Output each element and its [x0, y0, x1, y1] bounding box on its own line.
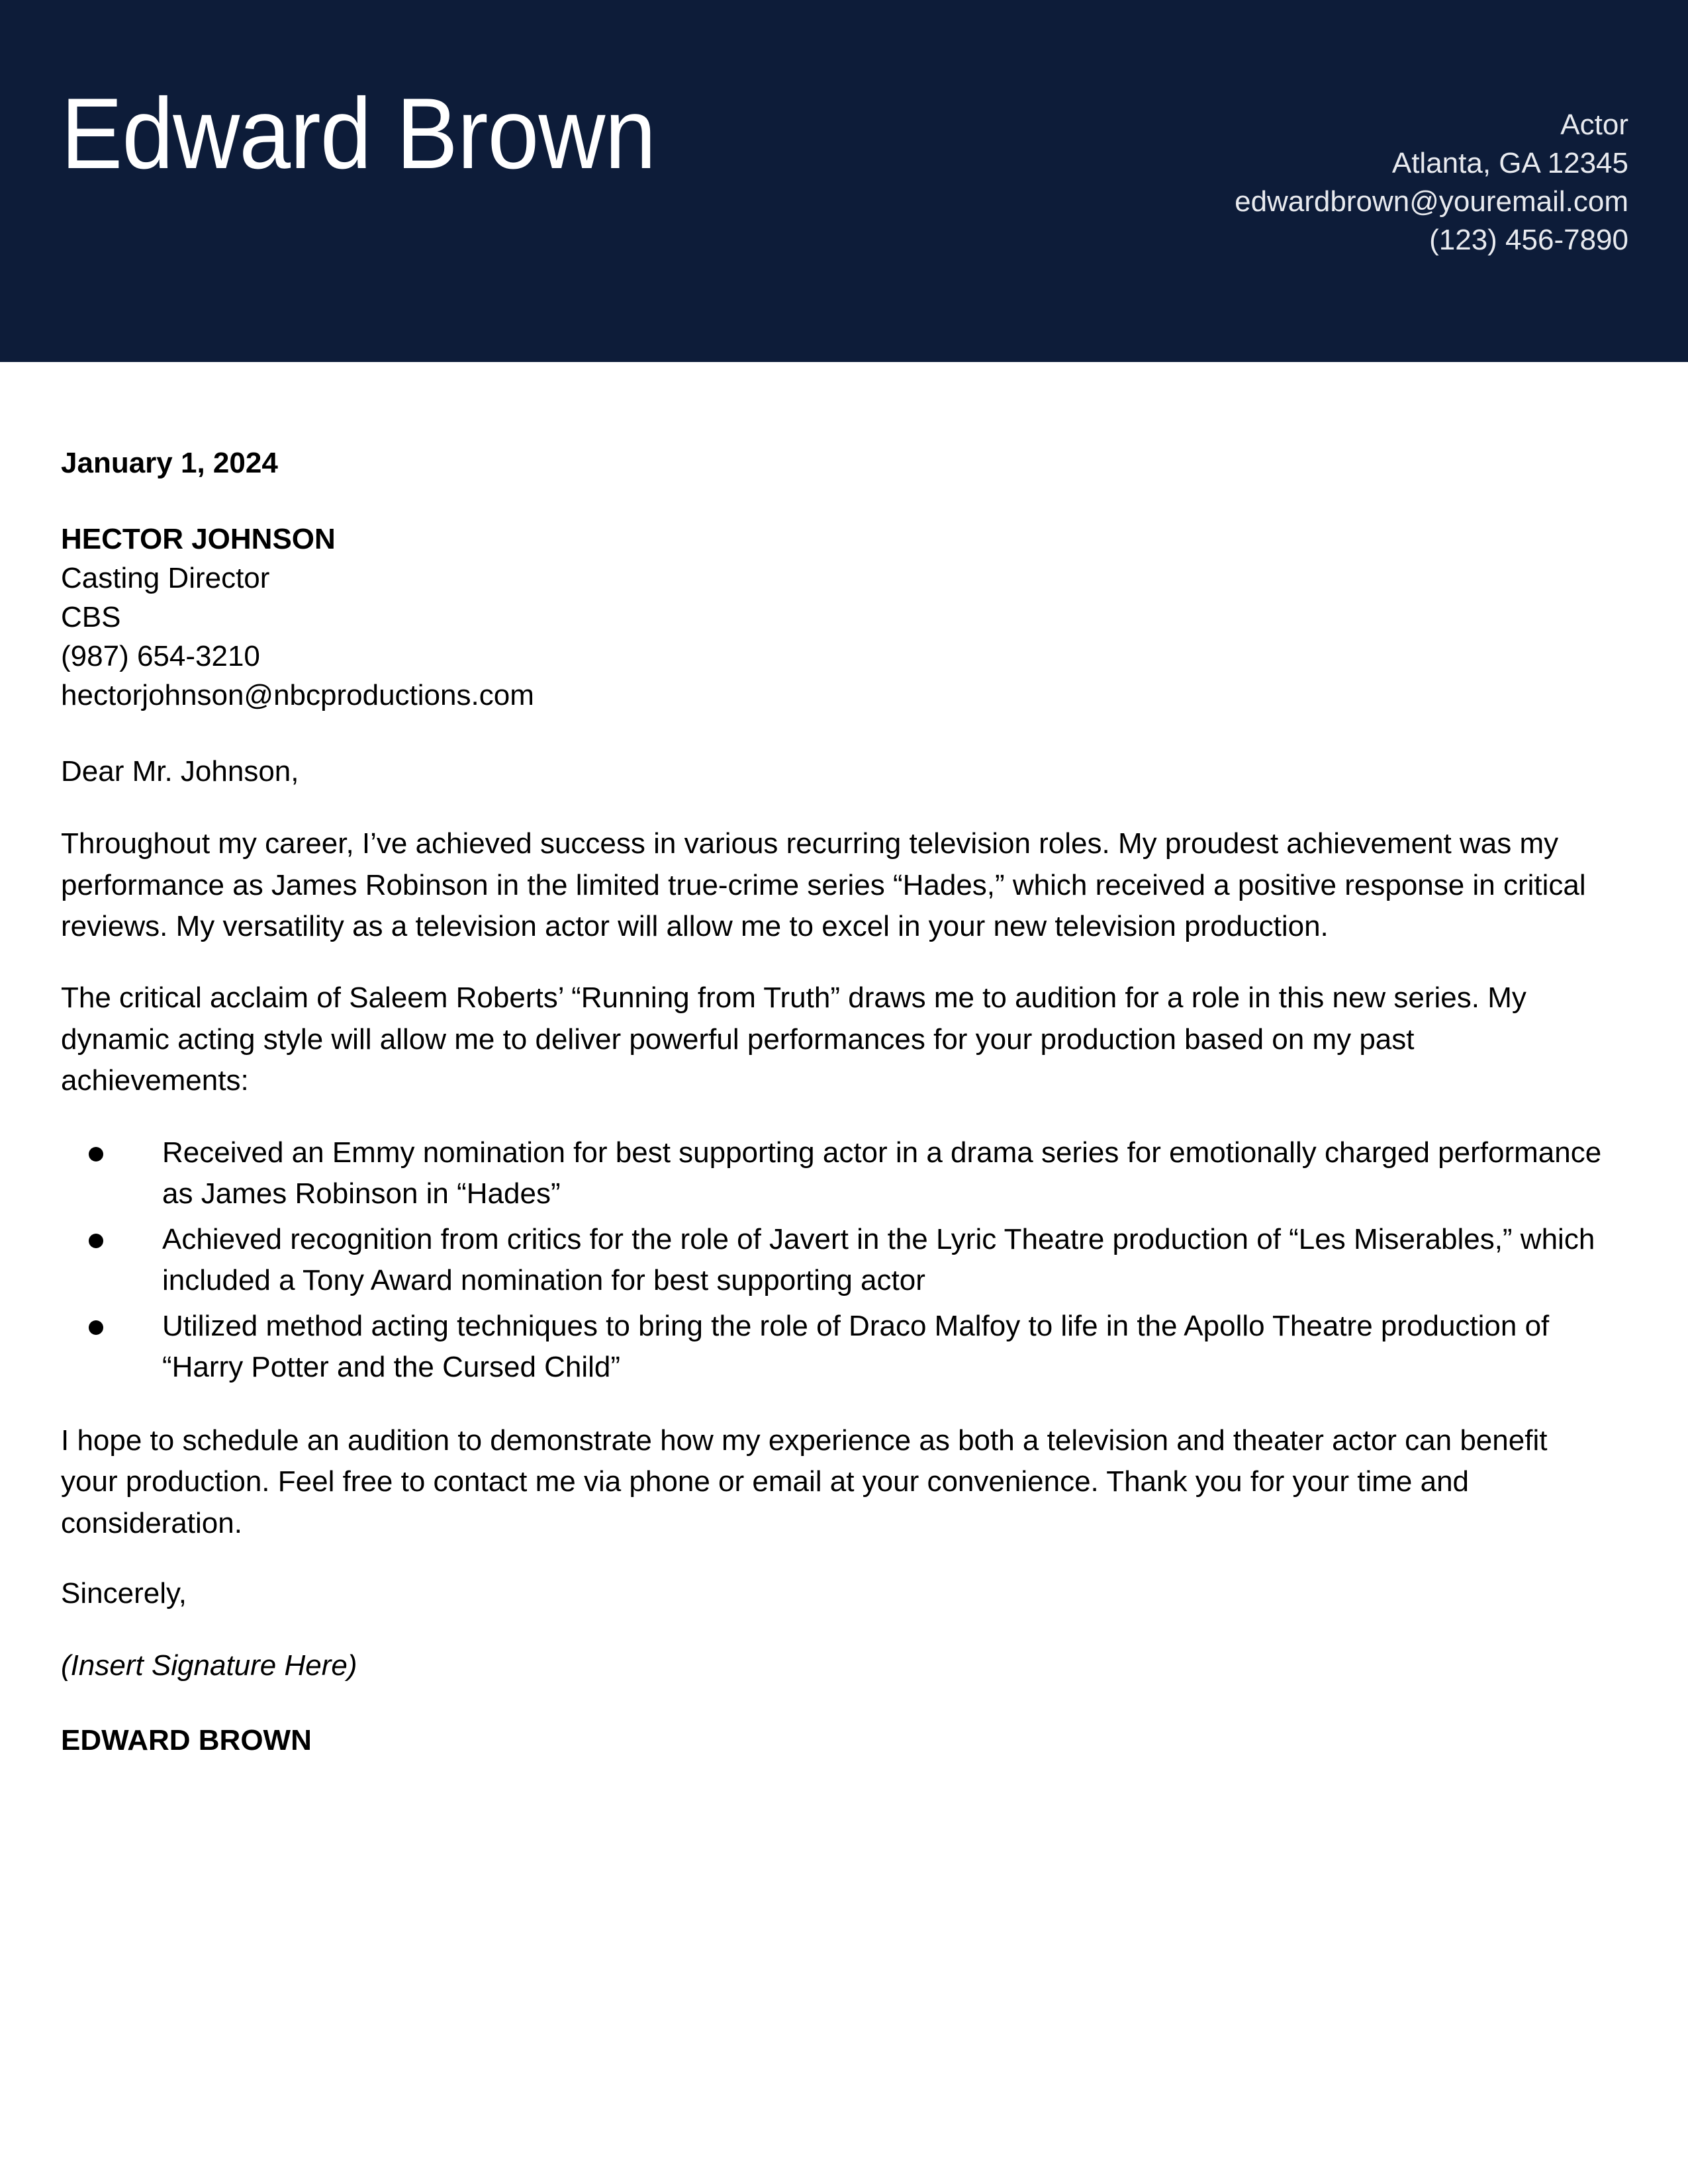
body-paragraph-2: The critical acclaim of Saleem Roberts’ “Running from Truth” draws me to audition for a role in this new series. My dynamic acting style will allow me to deliver powerful performances for your production based on my past achievements: [61, 981, 1526, 1097]
salutation: Dear Mr. Johnson, [61, 755, 299, 788]
recipient-phone: (987) 654-3210 [61, 640, 260, 673]
closing-salutation: Sincerely, [61, 1577, 187, 1610]
letterhead-banner [0, 0, 1688, 362]
applicant-name: Edward Brown [61, 77, 656, 190]
contact-email: edwardbrown@youremail.com [1235, 185, 1628, 218]
list-item [61, 1132, 1610, 1215]
signature-placeholder: (Insert Signature Here) [61, 1649, 357, 1682]
list-item-text: Received an Emmy nomination for best supporting actor in a drama series for emotionally charged performance as James Robinson in “Hades” [162, 1136, 1602, 1210]
contact-role: Actor [1560, 109, 1628, 141]
list-item-text: Utilized method acting techniques to bring the role of Draco Malfoy to life in the Apollo Theatre production of “Harry Potter and the Cursed Child” [162, 1309, 1550, 1384]
bullet-dot-icon [89, 1147, 103, 1161]
recipient-company: CBS [61, 601, 121, 634]
letterhead-content [61, 0, 1628, 362]
contact-phone: (123) 456-7890 [1429, 224, 1628, 257]
body-paragraph-3: I hope to schedule an audition to demonstrate how my experience as both a television and theater actor can benefit your production. Feel free to contact me via phone or email at your convenience. Thank you for your time and consideration. [61, 1424, 1548, 1539]
recipient-name: HECTOR JOHNSON [61, 523, 336, 556]
contact-info-block [1235, 106, 1628, 259]
bullet-dot-icon [89, 1234, 103, 1248]
recipient-email: hectorjohnson@nbcproductions.com [61, 679, 534, 712]
achievements-list [61, 1132, 1610, 1388]
letter-body [61, 445, 1610, 1760]
letter-date: January 1, 2024 [61, 447, 278, 479]
body-paragraph-1: Throughout my career, I’ve achieved success in various recurring television roles. My proudest achievement was my performance as James Robinson in the limited true-crime series “Hades,” which received a positive response in critical reviews. My versatility as a television actor will allow me to excel in your new television production. [61, 827, 1586, 942]
contact-location: Atlanta, GA 12345 [1391, 147, 1628, 180]
list-item [61, 1219, 1610, 1302]
signer-name: EDWARD BROWN [61, 1723, 312, 1756]
list-item-text: Achieved recognition from critics for the role of Javert in the Lyric Theatre production of “Les Miserables,” which included a Tony Award nomination for best supporting actor [162, 1222, 1595, 1297]
list-item [61, 1306, 1610, 1388]
recipient-title: Casting Director [61, 562, 270, 595]
bullet-dot-icon [89, 1320, 103, 1335]
recipient-address-block [61, 520, 1610, 715]
